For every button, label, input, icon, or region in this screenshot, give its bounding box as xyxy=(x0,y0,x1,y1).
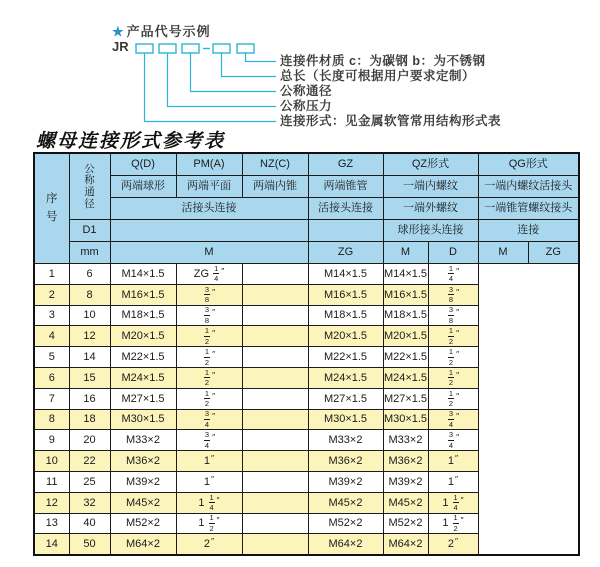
cell-m: M14×1.5 xyxy=(110,264,176,285)
table-header xyxy=(34,153,579,264)
callout-label-form: 连接形式：见金属软管常用结构形式表 xyxy=(280,114,502,128)
cell-qg-m: M39×2 xyxy=(383,471,428,492)
table-row xyxy=(34,305,579,326)
header-zg-gz: ZG xyxy=(308,242,383,264)
cell-qg-m: M14×1.5 xyxy=(383,264,428,285)
cell-m: M39×2 xyxy=(110,471,176,492)
fraction: $\frac{1}{4}$ xyxy=(448,263,454,284)
code-boxes xyxy=(136,44,254,53)
table-row xyxy=(34,513,579,534)
cell-qg-zg xyxy=(428,409,478,430)
cell-qz-d: M36×2 xyxy=(308,451,383,472)
cell-qz-d: M45×2 xyxy=(308,492,383,513)
table-row xyxy=(34,471,579,492)
header-nz-desc: 两端内锥 xyxy=(242,176,308,198)
header-d-qz: D xyxy=(428,242,478,264)
fraction: $\frac{3}{4}$ xyxy=(204,430,210,450)
header-qg: QG形式 xyxy=(478,153,579,176)
cell-qz-d: M14×1.5 xyxy=(308,264,383,285)
cell-gz-zg: 1 $\frac{1}{4}$ ″ xyxy=(176,492,242,513)
cell-gz-zg xyxy=(176,305,242,326)
cell-dn: 6 xyxy=(69,264,110,285)
cell-gz-zg xyxy=(176,347,242,368)
callout-label-pressure: 公称压力 xyxy=(280,99,333,113)
cell-gz-zg xyxy=(176,326,242,347)
table-body xyxy=(34,264,579,556)
header-qz: QZ形式 xyxy=(383,153,478,176)
code-box-3 xyxy=(182,44,199,53)
inch-mark: ″ xyxy=(455,536,459,547)
header-m-qg: M xyxy=(478,242,528,264)
fraction: $\frac{1}{2}$ xyxy=(448,388,454,409)
fraction: $\frac{1}{4}$ xyxy=(209,492,214,513)
fraction: $\frac{3}{8}$ xyxy=(204,284,210,305)
cell-m: M64×2 xyxy=(110,534,176,555)
cell-m: M24×1.5 xyxy=(110,367,176,388)
header-unit: mm xyxy=(69,242,110,264)
header-nz: NZ(C) xyxy=(242,153,308,176)
cell-gz-zg: ZG $\frac{1}{4}$ ″ xyxy=(176,264,242,285)
cell-qg-m: M52×2 xyxy=(383,513,428,534)
cell-qz-m xyxy=(242,451,308,472)
cell-qg-zg xyxy=(428,347,478,368)
inch-mark: ″ xyxy=(456,432,460,443)
inch-mark: ″ xyxy=(212,411,216,422)
fraction: $\frac{1}{2}$ xyxy=(204,326,210,346)
cell-qz-m xyxy=(242,388,308,409)
fraction: $\frac{1}{4}$ xyxy=(214,263,219,284)
cell-dn: 25 xyxy=(69,471,110,492)
cell-qg-m: M33×2 xyxy=(383,430,428,451)
callout-label-length: 总长（长度可根据用户要求定制） xyxy=(280,69,476,83)
fraction: $\frac{1}{4}$ xyxy=(453,492,458,513)
cell-qg-m: M22×1.5 xyxy=(383,347,428,368)
cell-qz-d: M20×1.5 xyxy=(308,326,383,347)
header-qz-desc3: 球形接头连接 xyxy=(383,220,478,242)
cell-seq: 2 xyxy=(34,284,69,305)
cell-seq: 14 xyxy=(34,534,69,555)
cell-gz-zg xyxy=(176,367,242,388)
cell-seq: 10 xyxy=(34,451,69,472)
cell-seq: 1 xyxy=(34,264,69,285)
cell-qz-d: M33×2 xyxy=(308,430,383,451)
cell-qz-d: M24×1.5 xyxy=(308,367,383,388)
cell-dn: 18 xyxy=(69,409,110,430)
header-qz-desc2: 一端外螺纹 xyxy=(383,198,478,220)
cell-qz-d: M30×1.5 xyxy=(308,409,383,430)
cell-dn: 15 xyxy=(69,367,110,388)
inch-mark: ″ xyxy=(216,494,220,505)
cell-qz-d: M16×1.5 xyxy=(308,284,383,305)
cell-qg-zg xyxy=(428,430,478,451)
cell-gz-zg xyxy=(176,409,242,430)
code-box-2 xyxy=(159,44,176,53)
table-row xyxy=(34,388,579,409)
cell-qz-d: M27×1.5 xyxy=(308,388,383,409)
diagram-heading-text: 产品代号示例 xyxy=(126,24,211,39)
callout-line-diameter xyxy=(191,53,277,92)
cell-m: M45×2 xyxy=(110,492,176,513)
cell-qg-zg: 1 $\frac{1}{2}$ ″ xyxy=(428,513,478,534)
header-qg-desc3: 连接 xyxy=(478,220,579,242)
fraction: $\frac{3}{4}$ xyxy=(448,409,454,429)
cell-qg-zg xyxy=(428,284,478,305)
cell-qz-m xyxy=(242,347,308,368)
cell-qz-m xyxy=(242,367,308,388)
code-prefix: JR xyxy=(112,39,129,54)
cell-seq: 9 xyxy=(34,430,69,451)
code-box-4 xyxy=(213,44,230,53)
inch-mark: ″ xyxy=(221,265,225,276)
table-row xyxy=(34,264,579,285)
fraction: $\frac{3}{8}$ xyxy=(448,284,454,305)
header-dn: 公 称 通 径 xyxy=(69,153,110,220)
inch-mark: ″ xyxy=(212,286,216,297)
cell-m: M33×2 xyxy=(110,430,176,451)
cell-dn: 14 xyxy=(69,347,110,368)
table-row xyxy=(34,326,579,347)
header-blank-1 xyxy=(110,220,308,242)
cell-qz-m xyxy=(242,513,308,534)
callout-lines xyxy=(145,53,277,122)
nut-connection-table xyxy=(33,152,580,556)
table-row xyxy=(34,430,579,451)
table-row xyxy=(34,367,579,388)
cell-qg-zg: 1″ xyxy=(428,471,478,492)
inch-mark: ″ xyxy=(212,432,216,443)
cell-qg-m: M36×2 xyxy=(383,451,428,472)
header-q: Q(D) xyxy=(110,153,176,176)
inch-mark: ″ xyxy=(460,494,464,505)
cell-qg-m: M30×1.5 xyxy=(383,409,428,430)
callout-label-diameter: 公称通径 xyxy=(280,84,333,98)
inch-mark: ″ xyxy=(212,307,216,318)
inch-mark: ″ xyxy=(212,390,216,401)
cell-qg-m: M18×1.5 xyxy=(383,305,428,326)
cell-qz-m xyxy=(242,264,308,285)
cell-seq: 12 xyxy=(34,492,69,513)
cell-qg-zg xyxy=(428,264,478,285)
cell-qg-m: M64×2 xyxy=(383,534,428,555)
fraction: $\frac{3}{8}$ xyxy=(448,305,454,325)
inch-mark: ″ xyxy=(456,348,460,359)
header-pm: PM(A) xyxy=(176,153,242,176)
cell-seq: 5 xyxy=(34,347,69,368)
cell-m: M18×1.5 xyxy=(110,305,176,326)
cell-m: M20×1.5 xyxy=(110,326,176,347)
cell-m: M22×1.5 xyxy=(110,347,176,368)
star-icon: ★ xyxy=(112,24,125,39)
cell-gz-zg xyxy=(176,430,242,451)
diagram-heading xyxy=(112,21,211,40)
cell-qg-m: M45×2 xyxy=(383,492,428,513)
cell-seq: 7 xyxy=(34,388,69,409)
cell-seq: 13 xyxy=(34,513,69,534)
cell-qz-d: M52×2 xyxy=(308,513,383,534)
fraction: $\frac{3}{4}$ xyxy=(448,430,454,450)
cell-qz-d: M39×2 xyxy=(308,471,383,492)
cell-gz-zg xyxy=(176,388,242,409)
cell-dn: 32 xyxy=(69,492,110,513)
cell-qg-m: M27×1.5 xyxy=(383,388,428,409)
cell-qz-m xyxy=(242,534,308,555)
inch-mark: ″ xyxy=(456,286,460,297)
inch-mark: ″ xyxy=(460,515,464,526)
cell-seq: 11 xyxy=(34,471,69,492)
cell-qz-m xyxy=(242,409,308,430)
header-seq: 序 号 xyxy=(34,153,69,264)
cell-qg-m: M20×1.5 xyxy=(383,326,428,347)
inch-mark: ″ xyxy=(211,473,215,484)
table-row xyxy=(34,492,579,513)
cell-qz-d: M22×1.5 xyxy=(308,347,383,368)
inch-mark: ″ xyxy=(455,473,459,484)
header-qg-desc2: 一端锥管螺纹接头 xyxy=(478,198,579,220)
cell-seq: 6 xyxy=(34,367,69,388)
fraction: $\frac{1}{2}$ xyxy=(209,513,214,533)
header-q-desc: 两端球形 xyxy=(110,176,176,198)
cell-dn: 16 xyxy=(69,388,110,409)
cell-qg-m: M24×1.5 xyxy=(383,367,428,388)
cell-dn: 22 xyxy=(69,451,110,472)
header-qz-desc1: 一端内螺纹 xyxy=(383,176,478,198)
cell-qg-zg: 1″ xyxy=(428,451,478,472)
header-gz: GZ xyxy=(308,153,383,176)
cell-qz-m xyxy=(242,430,308,451)
header-m-qz: M xyxy=(383,242,428,264)
cell-seq: 4 xyxy=(34,326,69,347)
table-row xyxy=(34,284,579,305)
cell-dn: 12 xyxy=(69,326,110,347)
inch-mark: ″ xyxy=(211,453,215,464)
fraction: $\frac{1}{2}$ xyxy=(204,367,210,388)
cell-qz-m xyxy=(242,471,308,492)
fraction: $\frac{1}{2}$ xyxy=(448,326,454,346)
cell-qg-zg xyxy=(428,367,478,388)
header-d1: D1 xyxy=(69,220,110,242)
cell-gz-zg: 1″ xyxy=(176,471,242,492)
table-row xyxy=(34,409,579,430)
header-zg-qg: ZG xyxy=(528,242,579,264)
inch-mark: ″ xyxy=(456,411,460,422)
cell-qg-m: M16×1.5 xyxy=(383,284,428,305)
cell-seq: 8 xyxy=(34,409,69,430)
cell-qz-d: M64×2 xyxy=(308,534,383,555)
cell-qg-zg: 2″ xyxy=(428,534,478,555)
inch-mark: ″ xyxy=(212,328,216,339)
cell-qz-m xyxy=(242,492,308,513)
fraction: $\frac{1}{2}$ xyxy=(204,347,210,367)
table-row xyxy=(34,347,579,368)
header-gz-desc: 两端锥管 xyxy=(308,176,383,198)
header-blank-2 xyxy=(308,220,383,242)
cell-qz-m xyxy=(242,305,308,326)
cell-dn: 20 xyxy=(69,430,110,451)
cell-qg-zg xyxy=(428,326,478,347)
callout-line-length xyxy=(222,53,277,77)
cell-m: M16×1.5 xyxy=(110,284,176,305)
inch-mark: ″ xyxy=(455,453,459,464)
inch-mark: ″ xyxy=(456,328,460,339)
cell-m: M52×2 xyxy=(110,513,176,534)
page-title: 螺母连接形式参考表 xyxy=(36,130,226,152)
cell-dn: 10 xyxy=(69,305,110,326)
inch-mark: ″ xyxy=(216,515,220,526)
cell-dn: 40 xyxy=(69,513,110,534)
inch-mark: ″ xyxy=(212,348,216,359)
code-box-1 xyxy=(136,44,153,53)
cell-m: M36×2 xyxy=(110,451,176,472)
cell-qg-zg: 1 $\frac{1}{4}$ ″ xyxy=(428,492,478,513)
cell-dn: 50 xyxy=(69,534,110,555)
fraction: $\frac{1}{2}$ xyxy=(204,388,210,409)
fraction: $\frac{3}{8}$ xyxy=(204,305,210,325)
header-m-span: M xyxy=(110,242,308,264)
callout-line-material xyxy=(246,53,277,62)
inch-mark: ″ xyxy=(211,536,215,547)
table-row xyxy=(34,451,579,472)
callout-line-form xyxy=(145,53,277,122)
callout-label-material: 连接件材质 c：为碳钢 b：为不锈钢 xyxy=(280,54,486,68)
cell-seq: 3 xyxy=(34,305,69,326)
inch-mark: ″ xyxy=(456,307,460,318)
fraction: $\frac{1}{2}$ xyxy=(453,513,458,533)
code-box-5 xyxy=(237,44,254,53)
fraction: $\frac{1}{2}$ xyxy=(448,347,454,367)
inch-mark: ″ xyxy=(456,369,460,380)
header-gz-conn: 活接头连接 xyxy=(308,198,383,220)
fraction: $\frac{1}{2}$ xyxy=(448,367,454,388)
cell-qz-m xyxy=(242,326,308,347)
inch-mark: ″ xyxy=(212,369,216,380)
callout-labels xyxy=(280,54,501,129)
cell-dn: 8 xyxy=(69,284,110,305)
cell-qz-m xyxy=(242,284,308,305)
cell-m: M27×1.5 xyxy=(110,388,176,409)
cell-gz-zg: 2″ xyxy=(176,534,242,555)
table-row xyxy=(34,534,579,555)
inch-mark: ″ xyxy=(456,265,460,276)
header-pm-desc: 两端平面 xyxy=(176,176,242,198)
header-union-conn: 活接头连接 xyxy=(110,198,308,220)
inch-mark: ″ xyxy=(456,390,460,401)
header-qg-desc1: 一端内螺纹活接头 xyxy=(478,176,579,198)
cell-qg-zg xyxy=(428,305,478,326)
cell-gz-zg xyxy=(176,284,242,305)
cell-m: M30×1.5 xyxy=(110,409,176,430)
cell-gz-zg: 1 $\frac{1}{2}$ ″ xyxy=(176,513,242,534)
cell-qg-zg xyxy=(428,388,478,409)
cell-qz-d: M18×1.5 xyxy=(308,305,383,326)
cell-gz-zg: 1″ xyxy=(176,451,242,472)
fraction: $\frac{3}{4}$ xyxy=(204,409,210,429)
